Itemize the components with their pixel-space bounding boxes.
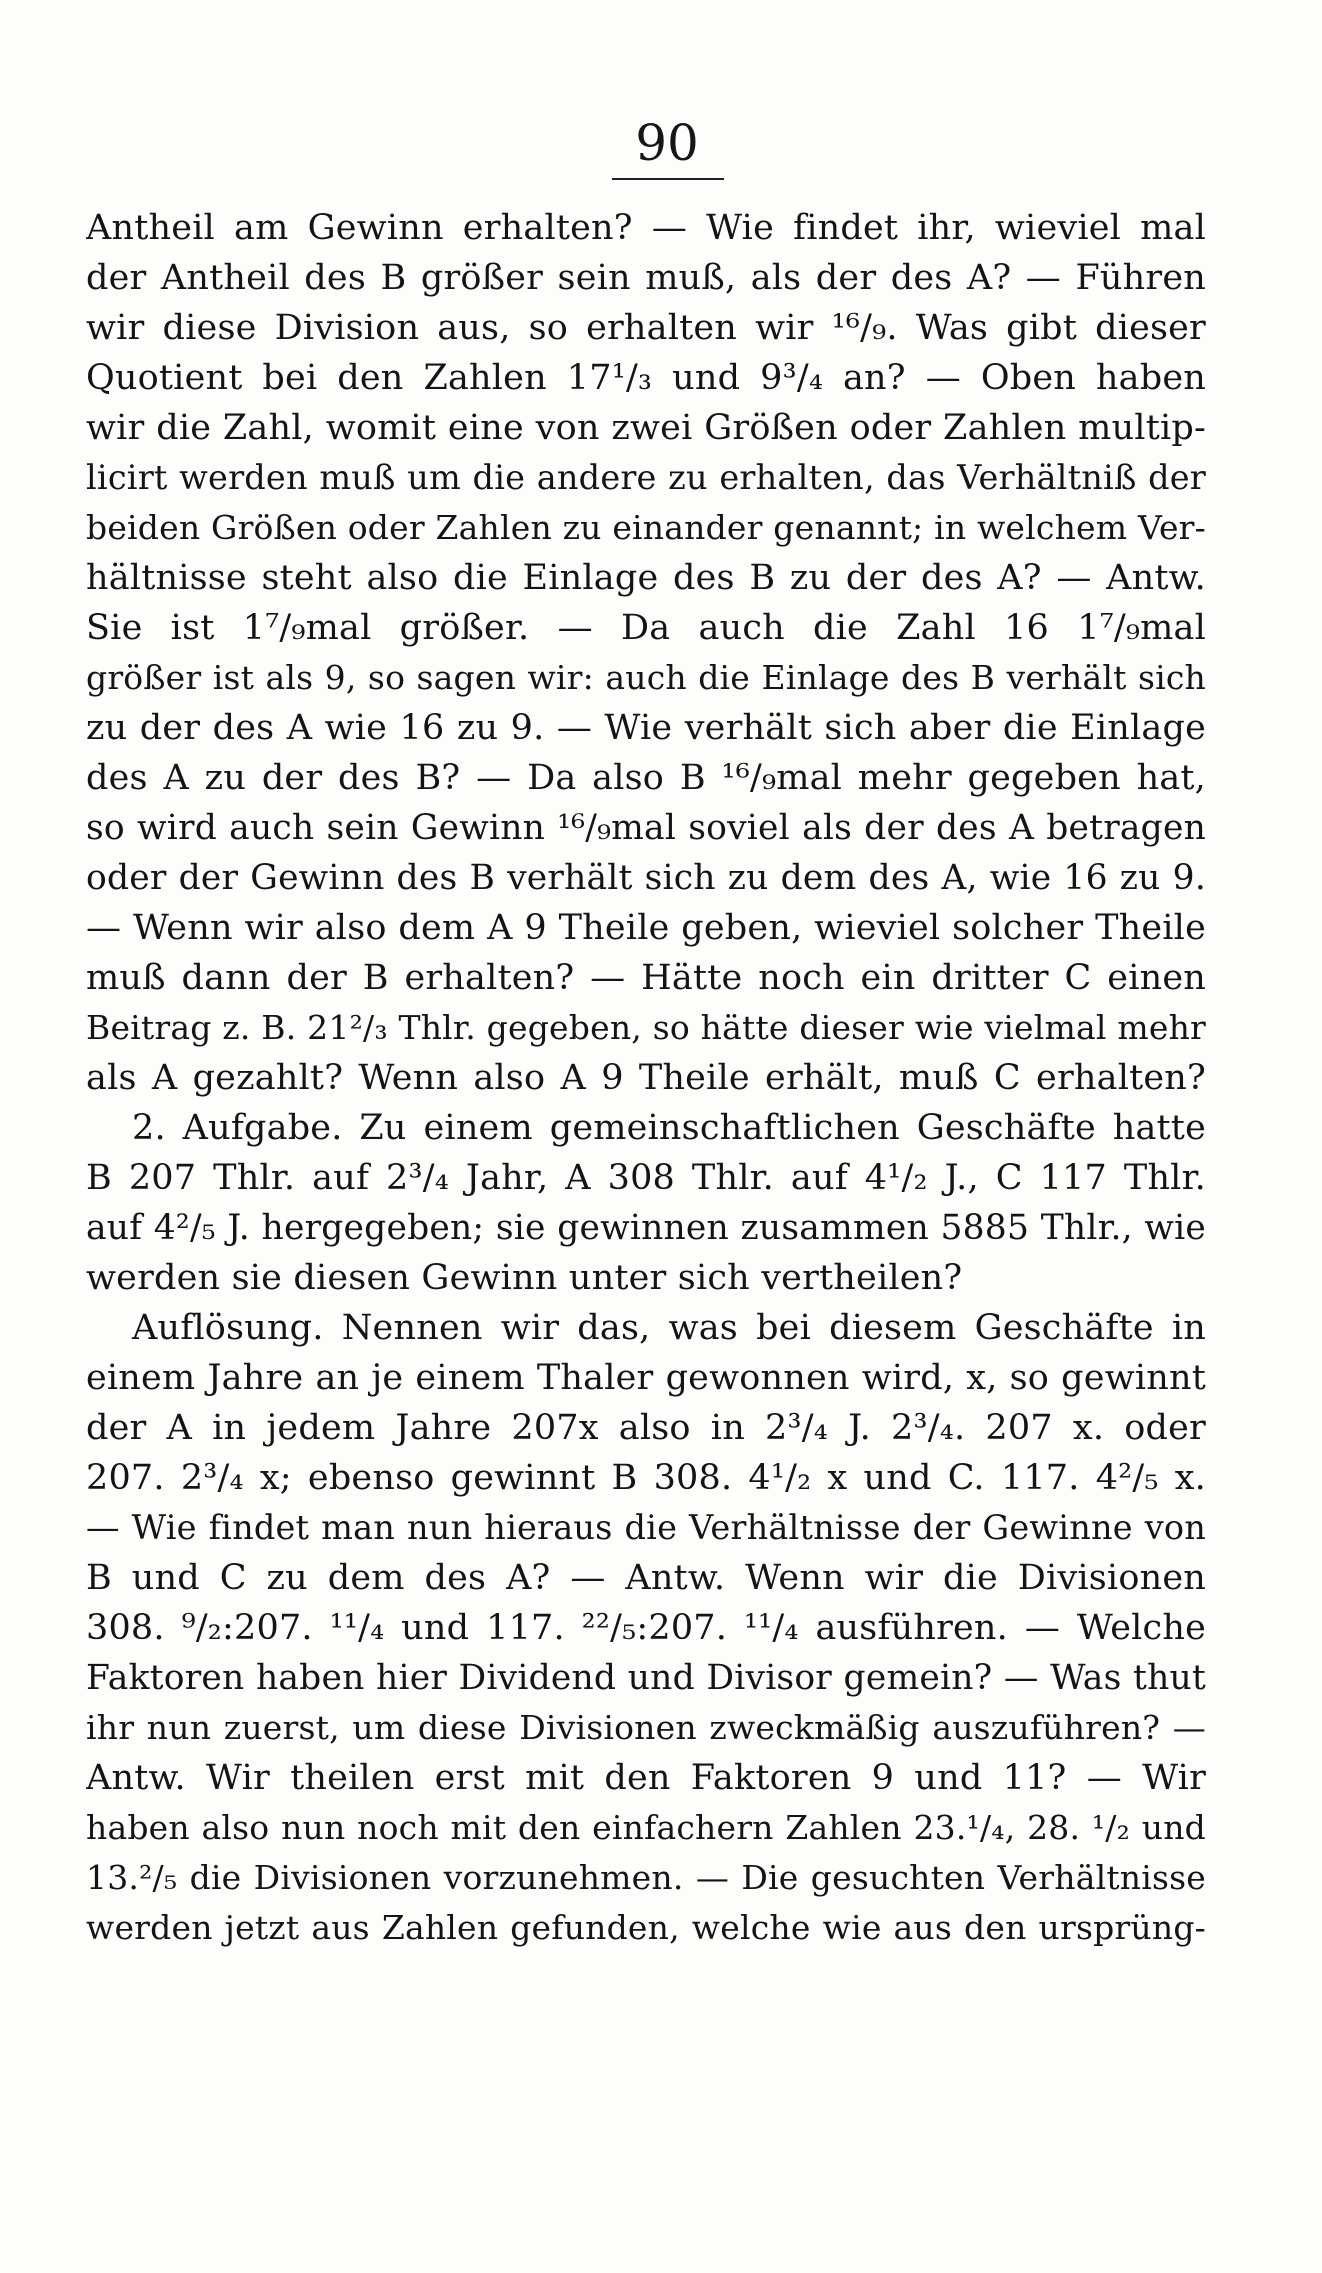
text-line: Quotient bei den Zahlen 17¹/₃ und 9³/₄ an? — Oben haben [86, 358, 1206, 398]
text-line: größer ist als 9, so sagen wir: auch die Einlage des B verhält sich [86, 658, 1206, 697]
text-line: Antheil am Gewinn erhalten? — Wie findet ihr, wieviel mal [86, 208, 1206, 248]
text-line: B und C zu dem des A? — Antw. Wenn wir die Divisionen [86, 1558, 1206, 1598]
body-text [86, 203, 1206, 1953]
text-line: Sie ist 1⁷/₉mal größer. — Da auch die Zahl 16 1⁷/₉mal [86, 608, 1206, 648]
text-line: einem Jahre an je einem Thaler gewonnen wird, x, so gewinnt [86, 1358, 1206, 1398]
text-line: 207. 2³/₄ x; ebenso gewinnt B 308. 4¹/₂ x und C. 117. 4²/₅ x. [86, 1458, 1206, 1498]
text-line: Faktoren haben hier Dividend und Divisor gemein? — Was thut [86, 1658, 1206, 1698]
text-line: wir diese Division aus, so erhalten wir ¹⁶/₉. Was gibt dieser [86, 308, 1206, 348]
text-line: so wird auch sein Gewinn ¹⁶/₉mal soviel als der des A betragen [86, 808, 1206, 848]
text-line: Beitrag z. B. 21²/₃ Thlr. gegeben, so hätte dieser wie vielmal mehr [86, 1008, 1206, 1047]
text-line: 13.²/₅ die Divisionen vorzunehmen. — Die gesuchten Verhältnisse [86, 1858, 1206, 1897]
text-line: als A gezahlt? Wenn also A 9 Theile erhält, muß C erhalten? [86, 1058, 1206, 1098]
text-line: Antw. Wir theilen erst mit den Faktoren 9 und 11? — Wir [86, 1758, 1206, 1798]
text-line: B 207 Thlr. auf 2³/₄ Jahr, A 308 Thlr. auf 4¹/₂ J., C 117 Thlr. [86, 1158, 1206, 1198]
text-line: auf 4²/₅ J. hergegeben; sie gewinnen zusammen 5885 Thlr., wie [86, 1208, 1206, 1248]
text-line: wir die Zahl, womit eine von zwei Größen oder Zahlen multip- [86, 408, 1206, 448]
text-line: zu der des A wie 16 zu 9. — Wie verhält sich aber die Einlage [86, 708, 1206, 748]
text-line-aufloesung: Auflösung. Nennen wir das, was bei diesem Geschäfte in [132, 1308, 1206, 1348]
page-number: 90 [635, 114, 699, 172]
text-line: ihr nun zuerst, um diese Divisionen zweckmäßig auszuführen? — [86, 1708, 1206, 1747]
text-line: der A in jedem Jahre 207x also in 2³/₄ J. 2³/₄. 207 x. oder [86, 1408, 1206, 1448]
text-line: beiden Größen oder Zahlen zu einander genannt; in welchem Ver- [86, 508, 1206, 547]
text-line: 308. ⁹/₂:207. ¹¹/₄ und 117. ²²/₅:207. ¹¹/₄ ausführen. — Welche [86, 1608, 1206, 1648]
text-line: — Wenn wir also dem A 9 Theile geben, wieviel solcher Theile [86, 908, 1206, 948]
text-line-aufgabe: 2. Aufgabe. Zu einem gemeinschaftlichen Geschäfte hatte [132, 1108, 1206, 1148]
text-line: licirt werden muß um die andere zu erhalten, das Verhältniß der [86, 458, 1206, 497]
text-line: — Wie findet man nun hieraus die Verhältnisse der Gewinne von [86, 1508, 1206, 1547]
text-line: werden jetzt aus Zahlen gefunden, welche wie aus den ursprüng- [86, 1908, 1206, 1947]
text-line: des A zu der des B? — Da also B ¹⁶/₉mal mehr gegeben hat, [86, 758, 1206, 798]
text-line: oder der Gewinn des B verhält sich zu dem des A, wie 16 zu 9. [86, 858, 1206, 898]
page-number-rule [612, 178, 724, 180]
text-line: muß dann der B erhalten? — Hätte noch ein dritter C einen [86, 958, 1206, 998]
text-line: haben also nun noch mit den einfachern Zahlen 23.¹/₄, 28. ¹/₂ und [86, 1808, 1206, 1847]
text-line: werden sie diesen Gewinn unter sich vertheilen? [86, 1258, 963, 1298]
text-line: der Antheil des B größer sein muß, als der des A? — Führen [86, 258, 1206, 298]
text-line: hältnisse steht also die Einlage des B zu der des A? — Antw. [86, 558, 1206, 598]
